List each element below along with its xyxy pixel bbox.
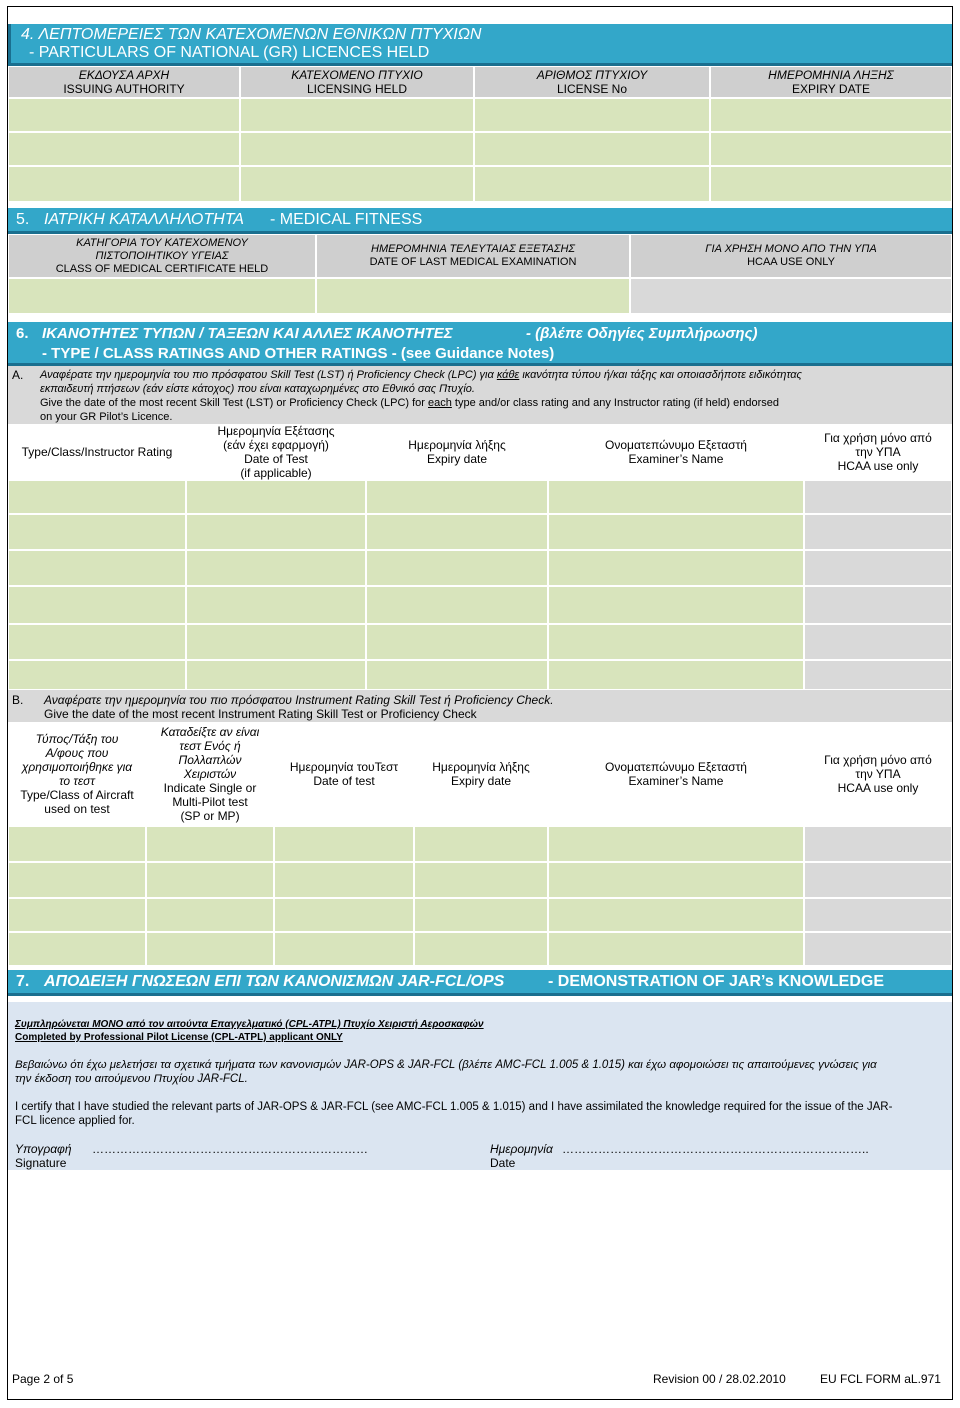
col-b-single-multi-l3: Πολλαπλών [178,753,242,767]
col-b-aircraft-type-l5: Type/Class of Aircraft [20,788,134,802]
date-field[interactable]: ………………………………………………………………….. [562,1142,869,1156]
rating-row-4-type[interactable] [8,586,186,624]
rating-row-5-expiry[interactable] [366,624,548,660]
ir-row-1-date[interactable] [274,826,414,862]
section-5-title-num: 5. [16,211,30,228]
ir-row-4-date[interactable] [274,932,414,966]
ir-row-3-date[interactable] [274,898,414,932]
col-b-hcaa-use-only [804,722,952,826]
col-b-single-multi-l2: τεστ Ενός ή [179,739,241,753]
col-a-examiner-name-l1: Ονοματεπώνυμο Εξεταστή [605,438,747,452]
col-b-expiry-date-l1: Ημερομηνία λήξης [432,760,530,774]
date-label-en: Date [490,1156,516,1170]
rating-row-6-expiry[interactable] [366,660,548,690]
section-7-cert-en-line1: I certify that I have studied the relevant parts of JAR-OPS & JAR-FCL (see AMC-FCL 1.005 & 1.015) and I have assimilated the knowledge required for the issue of the JAR- [15,1101,893,1113]
licence-row-3-licensing[interactable] [240,166,474,202]
section-7-title-gr: ΑΠΟΔΕΙΞΗ ΓΝΩΣΕΩΝ ΕΠΙ ΤΩΝ ΚΑΝΟΝΙΣΜΩΝ JAR-FCL/OPS [44,973,505,990]
medical-class-field[interactable] [8,278,316,314]
col-b-single-multi-l6: Multi-Pilot test [172,795,248,809]
ir-row-3-sp-mp[interactable] [146,898,274,932]
section-6a-en-line1 [40,396,779,410]
rating-row-4-expiry[interactable] [366,586,548,624]
col-b-single-multi-l4: Χειριστών [183,767,237,781]
col-a-examiner-name-l2: Examiner’s Name [628,452,724,466]
ir-row-2-expiry[interactable] [414,862,548,898]
rating-row-1-date[interactable] [186,480,366,514]
col-medical-class-l3: CLASS OF MEDICAL CERTIFICATE HELD [55,262,269,275]
section-6a-en-line1-post: type and/or class rating and any Instructor rating (if held) endorsed [451,397,779,409]
col-a-type-class-rating [8,424,186,480]
col-b-examiner-name-l2: Examiner’s Name [628,774,724,788]
section-6a-label: A. [12,368,24,382]
col-issuing-authority [8,66,240,98]
col-a-date-of-test-l1: Ημερομηνία Εξέτασης [217,424,335,438]
section-7-cert-gr-line2: την έκδοση του αιτούμενου Πτυχίου JAR-FCL. [15,1073,248,1085]
col-license-no [474,66,710,98]
rating-row-6-date[interactable] [186,660,366,690]
ir-row-1-sp-mp[interactable] [146,826,274,862]
ir-row-2-sp-mp[interactable] [146,862,274,898]
col-expiry-date [710,66,952,98]
col-a-expiry-date-l1: Ημερομηνία λήξης [408,438,506,452]
ir-row-2-examiner[interactable] [548,862,804,898]
rating-row-1-type[interactable] [8,480,186,514]
col-issuing-authority-gr: ΕΚΔΟΥΣΑ ΑΡΧΗ [78,68,170,82]
ir-row-4-aircraft[interactable] [8,932,146,966]
col-a-examiner-name [548,424,804,480]
rating-row-6-hcaa [804,660,952,690]
col-a-date-of-test-l2: (εάν έχει εφαρμογή) [223,438,329,452]
col-a-hcaa-use-only [804,424,952,480]
licence-row-3-number[interactable] [474,166,710,202]
footer-page-number: Page 2 of 5 [12,1372,74,1386]
licence-row-2-authority[interactable] [8,132,240,166]
section-5-banner [8,208,952,234]
section-7-title-num: 7. [16,973,30,990]
section-6-title-num: 6. [16,325,29,342]
ir-row-1-examiner[interactable] [548,826,804,862]
col-a-date-of-test-l4: (if applicable) [240,466,312,480]
col-b-expiry-date [414,722,548,826]
rating-row-1-examiner[interactable] [548,480,804,514]
col-last-exam-date-l2: DATE OF LAST MEDICAL EXAMINATION [369,256,577,268]
licence-row-3-expiry[interactable] [710,166,952,202]
footer-revision: Revision 00 / 28.02.2010 [653,1372,786,1386]
signature-label-en: Signature [15,1156,67,1170]
section-7-note-en: Completed by Professional Pilot License (CPL-ATPL) applicant ONLY [15,1032,343,1043]
section-6a-gr-line1-pre: Αναφέρατε την ημερομηνία του πιο πρόσφατου Skill Test (LST) ή Proficiency Check (LPC) για [40,369,497,381]
col-b-single-multi-l1: Καταδείξτε αν είναι [160,725,260,739]
col-a-hcaa-use-only-l1: Για χρήση μόνο από [824,431,932,445]
rating-row-2-expiry[interactable] [366,514,548,550]
col-b-examiner-name-l1: Ονοματεπώνυμο Εξεταστή [605,760,747,774]
licence-row-2-licensing[interactable] [240,132,474,166]
col-expiry-date-gr: ΗΜΕΡΟΜΗΝΙΑ ΛΗΞΗΣ [768,68,894,82]
rating-row-5-examiner[interactable] [548,624,804,660]
section-6b-gr: Αναφέρατε την ημερομηνία του πιο πρόσφατου Instrument Rating Skill Test ή Proficiency Check. [44,693,554,707]
section-6a-en-line2: on your GR Pilot’s Licence. [40,411,173,423]
ir-row-1-hcaa [804,826,952,862]
col-b-expiry-date-l2: Expiry date [450,774,512,788]
section-5-title-en: - MEDICAL FITNESS [270,211,423,228]
section-7-cert-en-line2: FCL licence applied for. [15,1115,135,1127]
licence-row-3-authority[interactable] [8,166,240,202]
section-4-banner [8,24,952,66]
col-b-date-of-test [274,722,414,826]
section-4-title-gr: 4. ΛΕΠΤΟΜΕΡΕΙΕΣ ΤΩΝ ΚΑΤΕΧΟΜΕΝΩΝ ΕΘΝΙΚΩΝ ΠΤΥΧΙΩΝ [21,26,482,43]
rating-row-4-hcaa [804,586,952,624]
section-7-banner [8,970,952,996]
col-a-date-of-test-l3: Date of Test [244,452,308,466]
ir-row-2-date[interactable] [274,862,414,898]
ir-row-1-aircraft[interactable] [8,826,146,862]
col-b-aircraft-type-l3: χρησιμοποιήθηκε για [21,760,133,774]
ir-row-3-hcaa [804,898,952,932]
ir-row-4-examiner[interactable] [548,932,804,966]
rating-row-6-type[interactable] [8,660,186,690]
col-b-aircraft-type-l4: το τεστ [59,774,95,788]
medical-exam-date-field[interactable] [316,278,630,314]
col-medical-class-l1: ΚΑΤΗΓΟΡΙΑ ΤΟΥ ΚΑΤΕΧΟΜΕΝΟΥ [76,236,248,249]
col-b-hcaa-use-only-l1: Για χρήση μόνο από [824,753,932,767]
licence-row-1-number[interactable] [474,98,710,132]
rating-row-3-expiry[interactable] [366,550,548,586]
rating-row-5-type[interactable] [8,624,186,660]
col-last-exam-date-l1: ΗΜΕΡΟΜΗΝΙΑ ΤΕΛΕΥΤΑΙΑΣ ΕΞΕΤΑΣΗΣ [371,243,575,255]
rating-row-2-examiner[interactable] [548,514,804,550]
licence-row-1-licensing[interactable] [240,98,474,132]
col-licensing-held-en: LICENSING HELD [306,82,408,96]
col-b-aircraft-type [8,722,146,826]
rating-row-4-examiner[interactable] [548,586,804,624]
col-licensing-held-gr: ΚΑΤΕΧΟΜΕΝΟ ΠΤΥΧΙΟ [291,68,423,82]
section-6b-en: Give the date of the most recent Instrument Rating Skill Test or Proficiency Check [44,707,477,721]
licence-row-2-expiry[interactable] [710,132,952,166]
rating-row-3-type[interactable] [8,550,186,586]
section-7-note-gr: Συμπληρώνεται ΜΟΝΟ από τον αιτούντα Επαγγελματικό (CPL-ATPL) Πτυχίο Χειριστή Αεροσκαφών [15,1019,484,1030]
section-6a-en-line1-pre: Give the date of the most recent Skill Test (LST) or Proficiency Check (LPC) for [40,397,428,409]
rating-row-5-date[interactable] [186,624,366,660]
col-expiry-date-en: EXPIRY DATE [791,82,871,96]
rating-row-3-examiner[interactable] [548,550,804,586]
licence-row-1-authority[interactable] [8,98,240,132]
col-a-expiry-date [366,424,548,480]
licence-row-1-expiry[interactable] [710,98,952,132]
col-a-type-class-rating-l1: Type/Class/Instructor Rating [21,445,173,459]
col-b-aircraft-type-l1: Τύπος/Τάξη του [35,732,119,746]
signature-field[interactable]: …………………………………………………………… [92,1142,368,1156]
rating-row-2-date[interactable] [186,514,366,550]
col-b-aircraft-type-l2: Α/φους που [45,746,109,760]
col-hcaa-use-only-l2: HCAA USE ONLY [747,256,835,268]
ir-row-2-aircraft[interactable] [8,862,146,898]
rating-row-1-expiry[interactable] [366,480,548,514]
rating-row-3-date[interactable] [186,550,366,586]
licence-row-2-number[interactable] [474,132,710,166]
rating-row-4-date[interactable] [186,586,366,624]
footer-form-id: EU FCL FORM aL.971 [820,1372,941,1386]
rating-row-2-type[interactable] [8,514,186,550]
ir-row-3-aircraft[interactable] [8,898,146,932]
col-a-expiry-date-l2: Expiry date [426,452,488,466]
col-a-hcaa-use-only-l3: HCAA use only [837,459,919,473]
section-6a-gr-line1-post: ικανότητα τύπου ή/και τάξης και οποιασδήποτε ειδικότητας [519,369,802,381]
section-6-title-gr: ΙΚΑΝΟΤΗΤΕΣ ΤΥΠΩΝ / ΤΑΞΕΩΝ ΚΑΙ ΑΛΛΕΣ ΙΚΑΝΟΤΗΤΕΣ [42,325,453,342]
rating-row-6-examiner[interactable] [548,660,804,690]
col-b-date-of-test-l1: Ημερομηνία τουΤεστ [289,760,399,774]
section-4-title-en: - PARTICULARS OF NATIONAL (GR) LICENCES HELD [29,44,430,61]
col-b-date-of-test-l2: Date of test [313,774,375,788]
ir-row-3-expiry[interactable] [414,898,548,932]
ir-row-4-hcaa [804,932,952,966]
col-b-single-multi-l7: (SP or MP) [180,809,240,823]
col-b-hcaa-use-only-l3: HCAA use only [837,781,919,795]
ir-row-1-expiry[interactable] [414,826,548,862]
col-last-exam-date [316,234,630,278]
section-7-title-en: - DEMONSTRATION OF JAR’s KNOWLEDGE [548,973,884,990]
col-medical-class-l2: ΠΙΣΤΟΠΟΙΗΤΙΚΟΥ ΥΓΕΙΑΣ [95,249,229,262]
section-6b-label: B. [12,693,24,707]
ir-row-2-hcaa [804,862,952,898]
col-b-examiner-name [548,722,804,826]
section-6a-gr-line1 [40,368,802,382]
section-6-title-note: - (βλέπε Οδηγίες Συμπλήρωσης) [526,325,758,342]
section-6-title-en: - TYPE / CLASS RATINGS AND OTHER RATINGS - (see Guidance Notes) [42,345,555,362]
rating-row-3-hcaa [804,550,952,586]
col-issuing-authority-en: ISSUING AUTHORITY [63,82,185,96]
col-b-single-multi-l5: Indicate Single or [163,781,257,795]
rating-row-2-hcaa [804,514,952,550]
rating-row-5-hcaa [804,624,952,660]
col-hcaa-use-only-l1: ΓΙΑ ΧΡΗΣΗ ΜΟΝΟ ΑΠΟ ΤΗΝ ΥΠΑ [705,243,877,255]
rating-row-1-hcaa [804,480,952,514]
col-b-aircraft-type-l6: used on test [44,802,110,816]
col-a-hcaa-use-only-l2: την ΥΠΑ [855,445,901,459]
section-6a-gr-line2: εκπαιδευτή πτήσεων (εάν είστε κάτοχος) που είναι καταχωρημένες στο Εθνικό σας Πτυχίο. [40,383,475,395]
col-licensing-held [240,66,474,98]
medical-hcaa-field [630,278,952,314]
section-6a-gr-line1-u: κάθε [496,369,520,381]
section-5-title-gr: ΙΑΤΡΙΚΗ ΚΑΤΑΛΛΗΛΟΤΗΤΑ [44,211,244,228]
ir-row-4-sp-mp[interactable] [146,932,274,966]
section-6-banner [8,322,952,366]
section-6a-en-line1-u: each [428,397,452,409]
col-b-single-multi [146,722,274,826]
col-license-no-en: LICENSE No [556,82,628,96]
col-hcaa-use-only [630,234,952,278]
section-7-cert-gr-line1: Βεβαιώνω ότι έχω μελετήσει τα σχετικά τμήματα των κανονισμών JAR-OPS & JAR-FCL (βλέπε AMC-FCL 1.005 & 1.015) και έχω αφομοιώσει τις απαιτούμενες γνώσεις για [15,1059,877,1071]
ir-row-3-examiner[interactable] [548,898,804,932]
signature-label-gr: Υπογραφή [15,1142,72,1156]
col-b-hcaa-use-only-l2: την ΥΠΑ [855,767,901,781]
col-a-date-of-test [186,424,366,480]
date-label-gr: Ημερομηνία [490,1142,553,1156]
col-license-no-gr: ΑΡΙΘΜΟΣ ΠΤΥΧΙΟΥ [536,68,648,82]
col-medical-class [8,234,316,278]
ir-row-4-expiry[interactable] [414,932,548,966]
